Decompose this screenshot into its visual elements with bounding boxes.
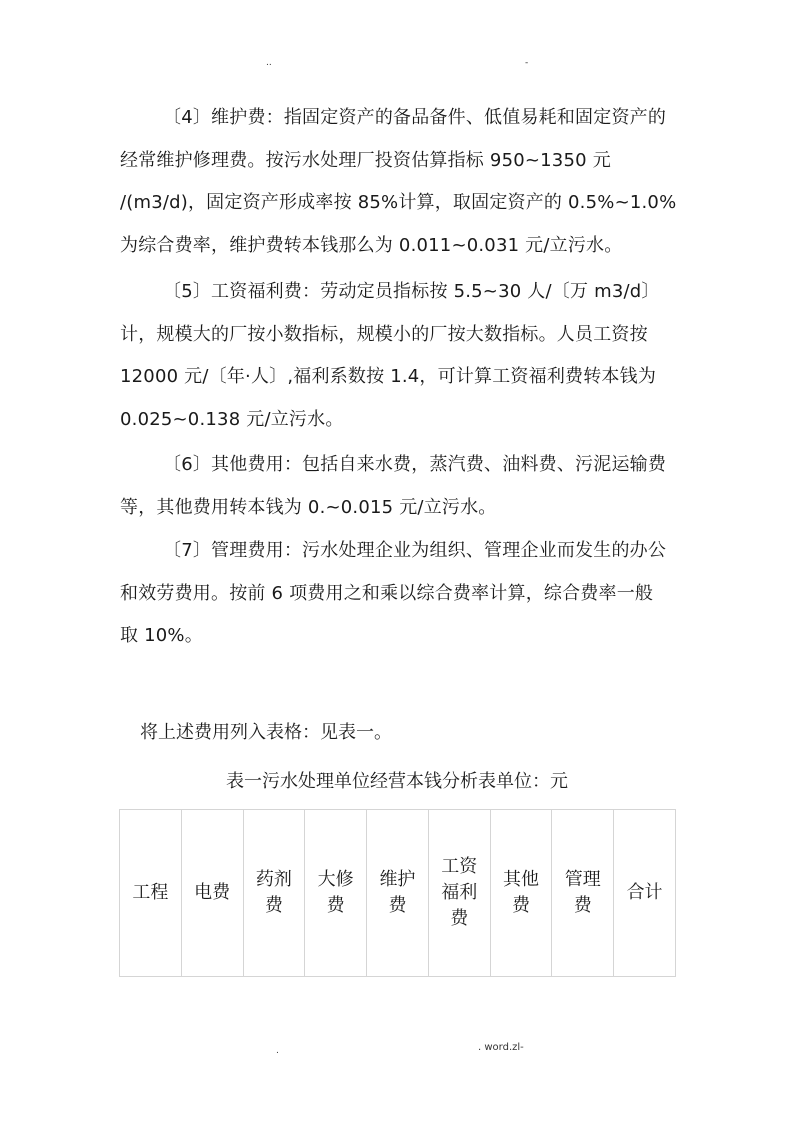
header-text: 费 — [264, 895, 283, 916]
table-header-row — [120, 810, 676, 977]
paragraph-other-expenses — [120, 444, 680, 529]
paragraph-wage-welfare — [120, 271, 680, 441]
header-cell-wages — [428, 810, 490, 977]
text-line: 等，其他费用转本钱为 0.~0.015 元/立污水。 — [120, 496, 497, 518]
header-cell-other — [490, 810, 552, 977]
header-text: 费 — [326, 895, 345, 916]
header-text: 药剂 — [255, 869, 292, 890]
header-text: 福利 — [441, 882, 478, 903]
text-line: 〔4〕维护费：指固定资产的备品备件、低值易耗和固定资产的 — [163, 107, 667, 128]
header-text: 工程 — [132, 882, 169, 903]
header-cell-management — [552, 810, 614, 977]
header-left-mark: .. — [266, 58, 272, 68]
text-line: 〔6〕其他费用：包括自来水费，蒸汽费、油料费、污泥运输费 — [163, 454, 667, 475]
header-cell-chemicals — [243, 810, 305, 977]
text-line: 取 10%。 — [120, 625, 203, 646]
header-cell-item — [120, 810, 182, 977]
header-cell-total — [614, 810, 676, 977]
text-line: 0.025~0.138 元/立污水。 — [120, 408, 344, 430]
paragraph-maintenance-fee — [120, 97, 680, 267]
header-text: 维护 — [379, 869, 416, 890]
text-line: 为综合费率，维护费转本钱那么为 0.011~0.031 元/立污水。 — [120, 234, 623, 256]
cost-analysis-table — [119, 809, 676, 977]
header-text: 合计 — [626, 882, 663, 903]
text-line: 〔5〕工资福利费：劳动定员指标按 5.5~30 人/〔万 m3/d〕 — [163, 281, 660, 302]
header-text: 费 — [511, 895, 530, 916]
footer-watermark: . word.zl- — [478, 1042, 524, 1053]
header-text: 费 — [388, 895, 407, 916]
text-line: 和效劳费用。按前 6 项费用之和乘以综合费率计算，综合费率一般 — [120, 582, 654, 604]
header-text: 费 — [450, 908, 469, 929]
header-text: 大修 — [317, 869, 354, 890]
header-text: 电费 — [194, 882, 231, 903]
text-line: 12000 元/〔年·人〕,福利系数按 1.4，可计算工资福利费转本钱为 — [120, 366, 657, 387]
table-caption: 表一污水处理单位经营本钱分析表单位：元 — [226, 771, 568, 792]
header-cell-electricity — [181, 810, 243, 977]
text-line: /(m3/d)，固定资产形成率按 85%计算，取固定资产的 0.5%~1.0% — [120, 192, 677, 213]
header-text: 费 — [573, 895, 592, 916]
text-line: 〔7〕管理费用：污水处理企业为组织、管理企业而发生的办公 — [163, 540, 667, 561]
text-line: 经常维护修理费。按污水处理厂投资估算指标 950~1350 元 — [120, 149, 611, 171]
header-cell-maintenance — [367, 810, 429, 977]
text-line: 计，规模大的厂按小数指标，规模小的厂按大数指标。人员工资按 — [120, 323, 648, 345]
header-text: 其他 — [502, 869, 539, 890]
header-text: 管理 — [564, 869, 601, 890]
header-text: 工资 — [441, 856, 478, 877]
footer-dot: . — [276, 1046, 279, 1056]
header-right-mark: - — [525, 58, 529, 68]
table-intro-text: 将上述费用列入表格：见表一。 — [140, 722, 392, 743]
header-cell-overhaul — [305, 810, 367, 977]
paragraph-management-fee — [120, 530, 680, 658]
